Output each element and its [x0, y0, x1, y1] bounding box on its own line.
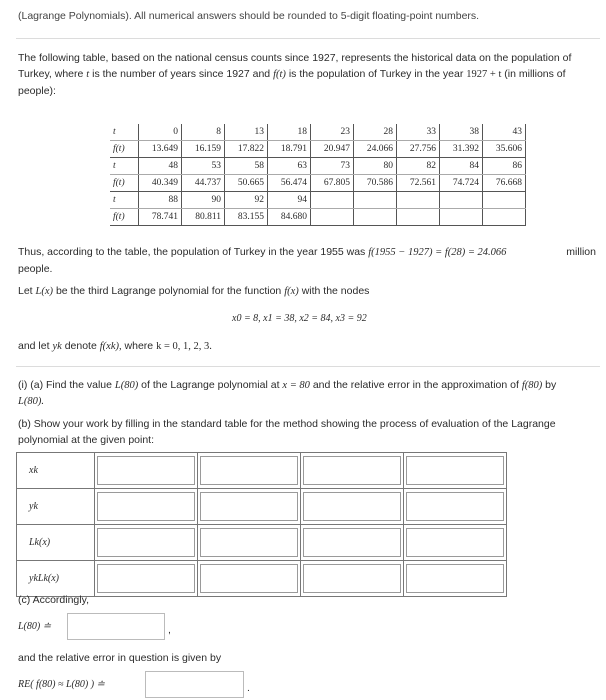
work-cell: [95, 453, 198, 489]
f-value-cell: 76.668: [483, 175, 526, 192]
work-cell-input[interactable]: [303, 528, 401, 557]
problem-description: The following table, based on the national census counts since 1927, represents the historical data on the population of Turkey, where t is the number of years since 1927 and f(t) is the population of Turkey in the year 1927 + t (in millions of people):: [18, 52, 572, 97]
divider: [16, 38, 600, 39]
work-cell-input[interactable]: [303, 492, 401, 521]
work-cell-input[interactable]: [406, 492, 504, 521]
f-value-cell: 31.392: [440, 141, 483, 158]
L80-label: L(80) ≐: [18, 621, 52, 632]
work-cell: [301, 561, 404, 597]
t-value-cell: 58: [225, 158, 268, 175]
work-table-row: [17, 561, 507, 597]
t-value-cell: 0: [139, 124, 182, 141]
work-cell-input[interactable]: [406, 456, 504, 485]
table-row-f: [110, 209, 526, 226]
f-value-cell: [483, 209, 526, 226]
work-cell: [198, 525, 301, 561]
f-value-cell: 70.586: [354, 175, 397, 192]
t-value-cell: 53: [182, 158, 225, 175]
work-cell: [198, 489, 301, 525]
f-value-cell: 35.606: [483, 141, 526, 158]
f-value-cell: 27.756: [397, 141, 440, 158]
f-value-cell: 74.724: [440, 175, 483, 192]
work-cell: [95, 561, 198, 597]
t-value-cell: [483, 192, 526, 209]
f-value-cell: 84.680: [268, 209, 311, 226]
f-value-cell: 16.159: [182, 141, 225, 158]
t-value-cell: 38: [440, 124, 483, 141]
relative-error-label: RE( f(80) ≈ L(80) ) ≐: [18, 679, 105, 690]
t-value-cell: 84: [440, 158, 483, 175]
work-table-row: [17, 525, 507, 561]
t-value-cell: 86: [483, 158, 526, 175]
t-value-cell: [354, 192, 397, 209]
f-header-cell: f(t): [110, 141, 139, 158]
t-value-cell: 73: [311, 158, 354, 175]
t-value-cell: 92: [225, 192, 268, 209]
f-value-cell: 67.805: [311, 175, 354, 192]
f-value-cell: 72.561: [397, 175, 440, 192]
work-table-row: [17, 489, 507, 525]
f-value-cell: [440, 209, 483, 226]
t-value-cell: 63: [268, 158, 311, 175]
work-cell-input[interactable]: [97, 456, 195, 485]
example-paragraph: Thus, according to the table, the population of Turkey in the year 1955 was f(1955 − 1927) = f(28) = 24.066 million people.: [18, 246, 596, 275]
work-row-label: xk: [17, 453, 95, 489]
L80-answer-input[interactable]: [67, 613, 165, 640]
t-value-cell: 82: [397, 158, 440, 175]
table-row-t: [110, 124, 526, 141]
f-value-cell: 40.349: [139, 175, 182, 192]
f-value-cell: 80.811: [182, 209, 225, 226]
relative-error-text: and the relative error in question is given by: [18, 652, 222, 664]
t-value-cell: 94: [268, 192, 311, 209]
table-row-t: [110, 158, 526, 175]
work-cell-input[interactable]: [97, 492, 195, 521]
t-header-cell: t: [110, 158, 139, 175]
work-cell-input[interactable]: [406, 564, 504, 593]
intro-text: (Lagrange Polynomials). All numerical answers should be rounded to 5-digit floating-point numbers.: [18, 10, 480, 22]
part-c-label: (c) Accordingly,: [18, 594, 89, 606]
relative-error-input[interactable]: [145, 671, 244, 698]
f-value-cell: 83.155: [225, 209, 268, 226]
f-value-cell: 44.737: [182, 175, 225, 192]
table-row-f: [110, 141, 526, 158]
t-value-cell: 88: [139, 192, 182, 209]
part-b-question: (b) Show your work by filling in the standard table for the method showing the process of evaluation of the Lagrange polynomial at the given point:: [18, 418, 556, 446]
f-value-cell: 56.474: [268, 175, 311, 192]
work-cell: [301, 489, 404, 525]
t-header-cell: t: [110, 192, 139, 209]
t-value-cell: 90: [182, 192, 225, 209]
t-value-cell: 33: [397, 124, 440, 141]
work-cell: [301, 525, 404, 561]
work-cell-input[interactable]: [200, 492, 298, 521]
work-cell: [404, 561, 507, 597]
work-cell-input[interactable]: [200, 528, 298, 557]
work-row-label: yk: [17, 489, 95, 525]
f-value-cell: 17.822: [225, 141, 268, 158]
t-value-cell: [311, 192, 354, 209]
f-value-cell: [397, 209, 440, 226]
population-table: [110, 124, 526, 226]
t-value-cell: 80: [354, 158, 397, 175]
f-value-cell: [311, 209, 354, 226]
divider: [16, 366, 600, 367]
work-table-row: [17, 453, 507, 489]
work-cell-input[interactable]: [303, 564, 401, 593]
period: .: [247, 682, 250, 694]
table-row-t: [110, 192, 526, 209]
work-cell-input[interactable]: [97, 528, 195, 557]
t-value-cell: [397, 192, 440, 209]
f-value-cell: 50.665: [225, 175, 268, 192]
work-row-label: ykLk(x): [17, 561, 95, 597]
work-cell-input[interactable]: [303, 456, 401, 485]
work-cell-input[interactable]: [200, 456, 298, 485]
t-value-cell: 48: [139, 158, 182, 175]
t-value-cell: 28: [354, 124, 397, 141]
table-row-f: [110, 175, 526, 192]
f-value-cell: 18.791: [268, 141, 311, 158]
work-cell: [301, 453, 404, 489]
yk-definition: and let yk denote f(xk), where k = 0, 1, 2, 3.: [18, 340, 212, 352]
work-cell: [95, 489, 198, 525]
f-value-cell: 24.066: [354, 141, 397, 158]
t-value-cell: 43: [483, 124, 526, 141]
work-cell: [404, 453, 507, 489]
work-cell: [95, 525, 198, 561]
lagrange-definition: Let L(x) be the third Lagrange polynomial for the function f(x) with the nodes: [18, 285, 370, 297]
work-row-label: Lk(x): [17, 525, 95, 561]
work-cell: [404, 525, 507, 561]
t-value-cell: 18: [268, 124, 311, 141]
t-value-cell: 8: [182, 124, 225, 141]
work-cell-input[interactable]: [406, 528, 504, 557]
t-header-cell: t: [110, 124, 139, 141]
work-cell: [404, 489, 507, 525]
f-value-cell: 78.741: [139, 209, 182, 226]
comma: ,: [168, 624, 171, 636]
t-value-cell: [440, 192, 483, 209]
work-cell-input[interactable]: [200, 564, 298, 593]
part-a-question: (i) (a) Find the value L(80) of the Lagrange polynomial at x = 80 and the relative error in the approximation of f(80) by L(80).: [18, 379, 557, 407]
f-header-cell: f(t): [110, 209, 139, 226]
work-cell: [198, 453, 301, 489]
f-header-cell: f(t): [110, 175, 139, 192]
lagrange-work-table: [16, 452, 507, 597]
nodes-formula: x0 = 8, x1 = 38, x2 = 84, x3 = 92: [232, 313, 367, 324]
t-value-cell: 13: [225, 124, 268, 141]
f-value-cell: [354, 209, 397, 226]
t-value-cell: 23: [311, 124, 354, 141]
work-cell: [198, 561, 301, 597]
work-cell-input[interactable]: [97, 564, 195, 593]
f-value-cell: 13.649: [139, 141, 182, 158]
f-value-cell: 20.947: [311, 141, 354, 158]
